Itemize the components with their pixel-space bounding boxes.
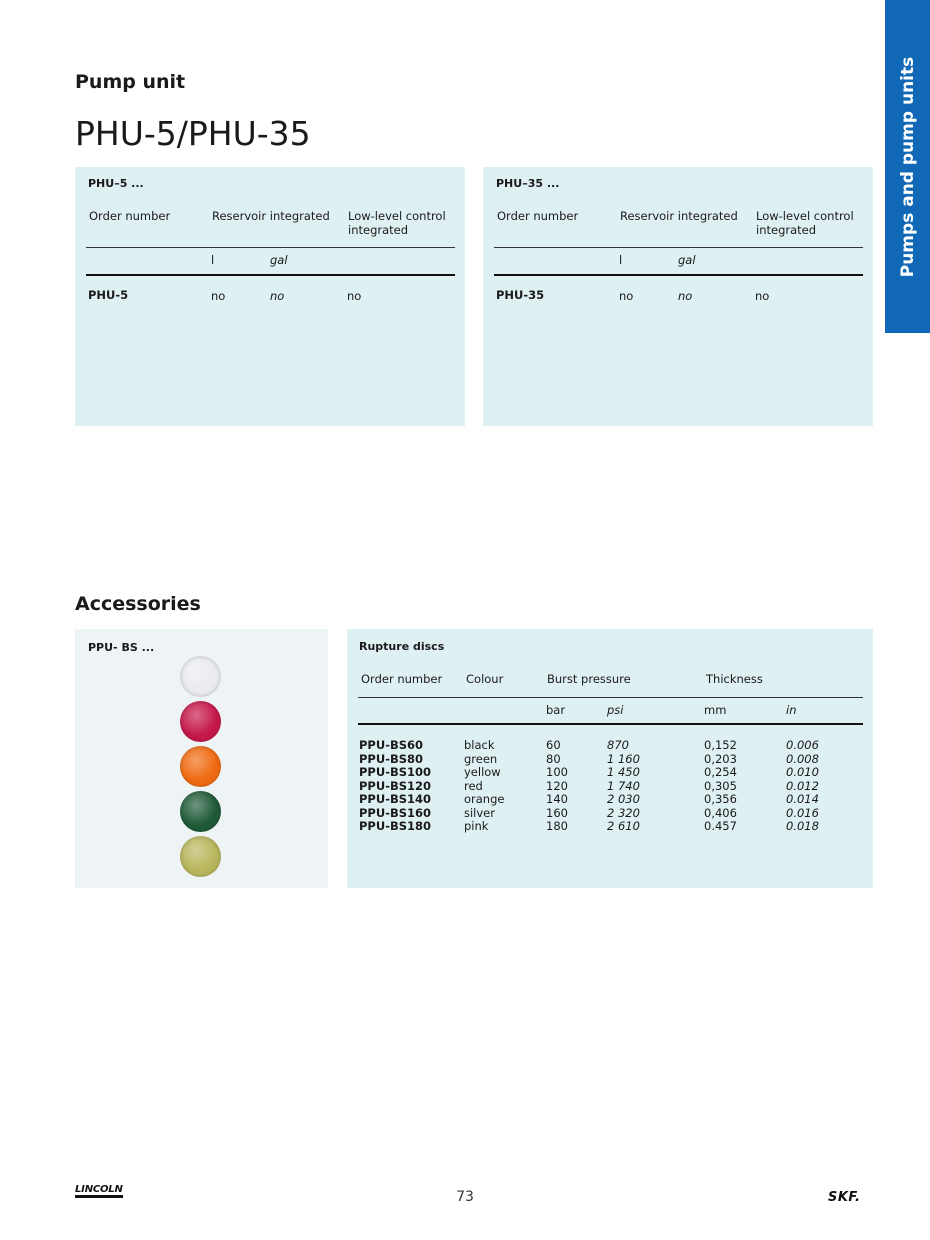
rd-col-colour: Colour <box>466 672 504 686</box>
rd-row-bar: 160 <box>546 805 568 820</box>
phu35-header-rule <box>494 247 863 248</box>
phu5-row-l: no <box>211 289 226 303</box>
rupture-discs-panel <box>347 629 873 888</box>
side-tab <box>885 0 930 333</box>
rd-row-psi: 2 030 <box>607 792 640 806</box>
rd-row-psi: 2 320 <box>607 805 640 820</box>
rd-row-colour: orange <box>464 792 505 806</box>
rd-row-colour: red <box>464 778 483 793</box>
phu5-row-lowlevel: no <box>347 289 362 303</box>
rd-row-mm: 0,203 <box>704 751 737 766</box>
rd-row-mm: 0,356 <box>704 792 737 806</box>
phu35-row-lowlevel: no <box>755 289 770 303</box>
lincoln-logo: LINCOLN <box>75 1185 123 1198</box>
phu35-unit-rule <box>494 274 863 276</box>
phu5-unit-rule <box>86 274 455 276</box>
phu35-panel-title: PHU–35 ... <box>496 177 560 190</box>
rd-row-psi: 1 740 <box>607 778 640 793</box>
rd-row-colour: pink <box>464 819 489 833</box>
phu35-row-order: PHU-35 <box>496 288 545 302</box>
rupture-discs-title: Rupture discs <box>359 640 445 653</box>
phu5-panel-title: PHU–5 ... <box>88 177 144 190</box>
rd-row-order: PPU-BS140 <box>359 792 432 806</box>
rd-row-bar: 120 <box>546 778 568 793</box>
phu35-row-l: no <box>619 289 634 303</box>
section-heading-accessories: Accessories <box>75 593 201 615</box>
rd-row-order: PPU-BS100 <box>359 765 432 779</box>
rd-row-in: 0.006 <box>786 738 819 752</box>
page-title: PHU-5/PHU-35 <box>75 114 311 153</box>
disc-image-panel-title: PPU- BS ... <box>88 641 155 654</box>
rd-unit-mm: mm <box>704 703 727 717</box>
rd-row-bar: 140 <box>546 792 568 806</box>
rd-row-psi: 1 160 <box>607 751 640 766</box>
rd-row-psi: 2 610 <box>607 819 640 833</box>
rd-col-burst: Burst pressure <box>547 672 631 686</box>
rd-col-thickness: Thickness <box>706 672 763 686</box>
rd-row-bar: 60 <box>546 738 561 752</box>
phu5-col-order: Order number <box>89 209 171 223</box>
rd-row-mm: 0,254 <box>704 765 737 779</box>
rd-row-bar: 80 <box>546 751 561 766</box>
disc-image <box>180 791 221 832</box>
phu5-panel <box>75 167 465 426</box>
phu5-unit-gal: gal <box>270 253 288 267</box>
disc-image <box>180 656 221 697</box>
skf-logo: SKF. <box>828 1190 861 1205</box>
section-heading-pump-unit: Pump unit <box>75 71 186 93</box>
disc-image-panel <box>75 629 328 888</box>
rd-row-colour: black <box>464 738 495 752</box>
rd-row-in: 0.018 <box>786 819 819 833</box>
phu5-col-lowlevel: Low-level control integrated <box>348 209 446 237</box>
phu35-unit-gal: gal <box>678 253 696 267</box>
rd-row-in: 0.016 <box>786 805 819 820</box>
phu5-row-order: PHU-5 <box>88 288 129 302</box>
rd-row-order: PPU-BS160 <box>359 805 432 820</box>
rd-row-psi: 1 450 <box>607 765 640 779</box>
rd-row-mm: 0.457 <box>704 819 737 833</box>
rd-row-in: 0.012 <box>786 778 819 793</box>
rd-row-colour: yellow <box>464 765 501 779</box>
phu35-col-order: Order number <box>497 209 579 223</box>
rd-row-bar: 100 <box>546 765 568 779</box>
rd-row-mm: 0,406 <box>704 805 737 820</box>
rd-row-colour: silver <box>464 805 495 820</box>
rd-row-mm: 0,152 <box>704 738 737 752</box>
disc-image <box>180 746 221 787</box>
rd-row-order: PPU-BS80 <box>359 751 424 766</box>
phu35-unit-l: l <box>619 253 623 267</box>
rd-col-order: Order number <box>361 672 443 686</box>
rd-row-bar: 180 <box>546 819 568 833</box>
rd-row-colour: green <box>464 751 498 766</box>
phu5-unit-l: l <box>211 253 215 267</box>
rd-unit-psi: psi <box>607 703 624 717</box>
rd-row-mm: 0,305 <box>704 778 737 793</box>
rd-header-rule <box>358 697 863 698</box>
rd-row-order: PPU-BS180 <box>359 819 432 833</box>
rd-row-in: 0.010 <box>786 765 819 779</box>
phu35-col-reservoir: Reservoir integrated <box>620 209 738 223</box>
rd-row-in: 0.008 <box>786 751 819 766</box>
phu35-col-lowlevel: Low-level control integrated <box>756 209 854 237</box>
rd-unit-bar: bar <box>546 703 566 717</box>
rd-unit-in: in <box>786 703 797 717</box>
rd-row-psi: 870 <box>607 738 629 752</box>
rd-row-order: PPU-BS60 <box>359 738 424 752</box>
rd-row-order: PPU-BS120 <box>359 778 432 793</box>
phu35-panel <box>483 167 873 426</box>
phu5-header-rule <box>86 247 455 248</box>
phu5-row-gal: no <box>270 289 285 303</box>
page-number: 73 <box>456 1189 474 1205</box>
side-tab-label: Pumps and pump units <box>897 56 918 277</box>
rd-unit-rule <box>358 723 863 725</box>
disc-image <box>180 836 221 877</box>
disc-image <box>180 701 221 742</box>
phu35-row-gal: no <box>678 289 693 303</box>
rd-row-in: 0.014 <box>786 792 819 806</box>
phu5-col-reservoir: Reservoir integrated <box>212 209 330 223</box>
